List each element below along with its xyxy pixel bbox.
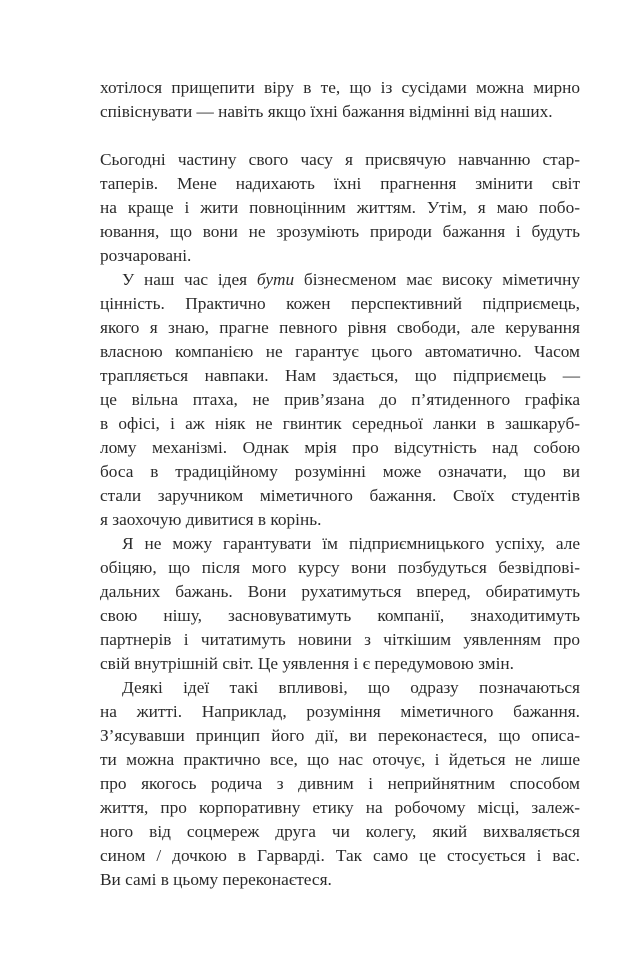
text-line: боса в традиційному розумінні може означати, що ви — [100, 462, 580, 481]
text-line: Я не можу гарантувати їм підприємницького успіху, але — [122, 534, 580, 553]
text-line: співіснувати — навіть якщо їхні бажання відмінні від наших. — [100, 102, 553, 121]
text-line: трапляється навпаки. Нам здається, що підприємець — — [100, 366, 580, 385]
text-line: власною компанією не гарантує цього автоматично. Часом — [100, 342, 580, 361]
text-line: в офісі, і аж ніяк не гвинтик середньої ланки в зашкаруб- — [100, 414, 580, 433]
text-line: партнерів і читатимуть новини з чіткішим уявленням про — [100, 630, 580, 649]
text-line: лому механізмі. Однак мрія про відсутність над собою — [100, 438, 580, 457]
text-line: дальних бажань. Вони рухатимуться вперед, обиратимуть — [100, 582, 580, 601]
text-line: життя, про корпоративну етику на робочому місці, залеж- — [100, 798, 580, 817]
text-line: про якогось родича з дивним і неприйнятним способом — [100, 774, 580, 793]
text-line: таперів. Мене надихають їхні прагнення змінити світ — [100, 174, 580, 193]
text-line: обіцяю, що після мого курсу вони позбудуться безвідпові- — [100, 558, 580, 577]
text-line: ти можна практично все, що нас оточує, і йдеться не лише — [100, 750, 580, 769]
text-line: я заохочую дивитися в корінь. — [100, 510, 322, 529]
italic-word: бути — [256, 270, 295, 289]
text-run: У наш час ідея — [122, 270, 257, 289]
text-line: на житті. Наприклад, розуміння міметичного бажання. — [100, 702, 580, 721]
text-line: це вільна птаха, не прив’язана до п’ятиденного графіка — [100, 390, 580, 409]
text-line-with-italic — [122, 268, 580, 292]
text-line: Сьогодні частину свого часу я присвячую навчанню стар- — [100, 150, 580, 169]
text-line: якого я знаю, прагне певного рівня свободи, але керування — [100, 318, 580, 337]
text-line: ювання, що вони не зрозуміють природи бажання і будуть — [100, 222, 580, 241]
text-line: свій внутрішній світ. Це уявлення і є передумовою змін. — [100, 654, 514, 673]
text-line: хотілося прищепити віру в те, що із сусідами можна мирно — [100, 78, 580, 97]
text-line: розчаровані. — [100, 246, 192, 265]
text-line: ного від соцмереж друга чи колегу, який вихваляється — [100, 822, 580, 841]
text-line: цінність. Практично кожен перспективний підприємець, — [100, 294, 580, 313]
text-line: Ви самі в цьому переконаєтеся. — [100, 870, 332, 889]
text-line: сином / дочкою в Гарварді. Так само це стосується і вас. — [100, 846, 580, 865]
text-line: стали заручником міметичного бажання. Своїх студентів — [100, 486, 580, 505]
text-line: Деякі ідеї такі впливові, що одразу позначаються — [122, 678, 580, 697]
text-run: бізнесменом має високу міметичну — [294, 270, 580, 289]
text-line: З’ясувавши принцип його дії, ви переконаєтеся, що описа- — [100, 726, 580, 745]
text-line: свою нішу, засновуватимуть компанії, знаходитимуть — [100, 606, 580, 625]
text-line: на краще і жити повноцінним життям. Утім, я маю побо- — [100, 198, 580, 217]
